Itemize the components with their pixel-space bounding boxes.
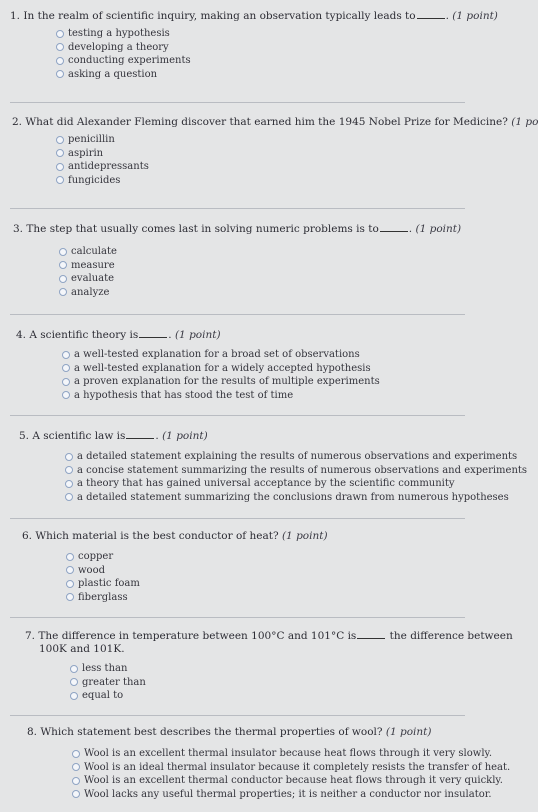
question-number: 1. [10,10,21,22]
question-4 [0,327,465,402]
divider [10,415,465,416]
points-label: (1 po [511,116,538,128]
radio-button[interactable] [66,566,74,574]
option-copper[interactable]: copper [66,550,465,564]
radio-button[interactable] [66,553,74,561]
divider [10,102,465,103]
radio-button[interactable] [65,480,73,488]
radio-button[interactable] [65,453,73,461]
points-label: (1 point) [385,726,432,738]
question-7-text-line2: 100K and 101K. [39,643,125,655]
option-asking-a-question[interactable]: asking a question [56,68,465,82]
option-theory-accepted-hypothesis[interactable]: a well-tested explanation for a widely accepted hypothesis [62,362,465,376]
option-law-detailed-explaining[interactable]: a detailed statement explaining the results of numerous observations and experiments [65,450,465,464]
option-testing-a-hypothesis[interactable]: testing a hypothesis [56,27,465,41]
question-number: 5. [19,430,30,442]
points-label: (1 point) [174,329,221,341]
radio-button[interactable] [66,580,74,588]
radio-button[interactable] [56,136,64,144]
option-fungicides[interactable]: fungicides [56,174,465,188]
options-list [13,245,465,299]
radio-button[interactable] [56,176,64,184]
points-label: (1 point) [415,223,462,235]
radio-button[interactable] [72,790,80,798]
radio-button[interactable] [72,750,80,758]
option-law-numerous-hypotheses[interactable]: a detailed statement summarizing the conclusions drawn from numerous hypotheses [65,491,465,505]
answer-blank [126,428,154,439]
divider [10,518,465,519]
options-list [27,747,511,801]
question-6 [0,530,465,604]
radio-button[interactable] [59,288,67,296]
option-wool-excellent-conductor[interactable]: Wool is an excellent thermal conductor because heat flows through it very quickly. [72,774,465,788]
radio-button[interactable] [72,777,80,785]
question-number: 8. [27,726,38,738]
radio-button[interactable] [62,364,70,372]
question-2 [0,116,538,187]
radio-button[interactable] [56,43,64,51]
options-list [19,450,528,504]
radio-button[interactable] [62,378,70,386]
option-fiberglass[interactable]: fiberglass [66,591,465,605]
question-8-text: 8. Which statement best describes the thermal properties of wool? (1 point) [27,726,432,738]
points-label: (1 point) [162,430,208,442]
radio-button[interactable] [56,30,64,38]
option-theory-hypothesis-stood-test[interactable]: a hypothesis that has stood the test of time [62,389,465,403]
question-5 [0,428,528,504]
option-evaluate[interactable]: evaluate [59,272,465,286]
answer-blank [357,628,385,639]
radio-button[interactable] [72,763,80,771]
options-list [12,133,465,187]
option-measure[interactable]: measure [59,259,465,273]
question-number: 6. [22,530,33,542]
option-wool-lacks-properties[interactable]: Wool lacks any useful thermal properties; it is neither a conductor nor insulator. [72,788,465,802]
option-aspirin[interactable]: aspirin [56,147,465,161]
radio-button[interactable] [59,275,67,283]
radio-button[interactable] [56,163,64,171]
radio-button[interactable] [70,678,78,686]
option-theory-proven-explanation[interactable]: a proven explanation for the results of multiple experiments [62,375,465,389]
options-list [10,27,465,81]
answer-blank [139,327,167,338]
option-law-universal-acceptance[interactable]: a theory that has gained universal acceptance by the scientific community [65,477,465,491]
answer-blank [417,8,445,19]
question-number: 4. [16,329,27,341]
question-number: 3. [13,223,24,235]
radio-button[interactable] [70,665,78,673]
option-wool-ideal-insulator[interactable]: Wool is an ideal thermal insulator because it completely resists the transfer of heat. [72,761,465,775]
question-5-text: 5. A scientific law is . (1 point) [19,430,208,442]
radio-button[interactable] [62,391,70,399]
option-wood[interactable]: wood [66,564,465,578]
option-law-concise-summarizing[interactable]: a concise statement summarizing the results of numerous observations and experiments [65,464,465,478]
radio-button[interactable] [56,57,64,65]
options-list [22,550,465,604]
radio-button[interactable] [65,466,73,474]
radio-button[interactable] [62,351,70,359]
question-number: 7. [25,630,36,642]
option-wool-excellent-insulator[interactable]: Wool is an excellent thermal insulator because heat flows through it very slowly. [72,747,465,761]
divider [10,715,465,716]
answer-blank [380,221,408,232]
option-penicillin[interactable]: penicillin [56,133,465,147]
divider [10,314,465,315]
question-4-text: 4. A scientific theory is . (1 point) [16,329,221,341]
question-7 [0,628,513,703]
option-calculate[interactable]: calculate [59,245,465,259]
question-3-text: 3. The step that usually comes last in solving numeric problems is to . (1 point) [13,223,462,235]
options-list [16,348,465,402]
radio-button[interactable] [66,593,74,601]
question-2-text: 2. What did Alexander Fleming discover that earned him the 1945 Nobel Prize for Medicine? (1 po [12,116,538,128]
option-antidepressants[interactable]: antidepressants [56,160,465,174]
radio-button[interactable] [56,70,64,78]
radio-button[interactable] [59,248,67,256]
option-plastic-foam[interactable]: plastic foam [66,577,465,591]
question-number: 2. [12,116,23,128]
option-theory-broad-observations[interactable]: a well-tested explanation for a broad set of observations [62,348,465,362]
option-less-than[interactable]: less than [70,662,465,676]
radio-button[interactable] [56,149,64,157]
radio-button[interactable] [65,493,73,501]
option-greater-than[interactable]: greater than [70,676,465,690]
divider [10,208,465,209]
options-list [25,662,465,703]
question-6-text: 6. Which material is the best conductor of heat? (1 point) [22,530,328,542]
divider [10,617,465,618]
radio-button[interactable] [59,261,67,269]
points-label: (1 point) [452,10,498,22]
option-developing-a-theory[interactable]: developing a theory [56,41,465,55]
question-8 [0,726,511,801]
question-1-text: 1. In the realm of scientific inquiry, making an observation typically leads to . (1 point) [10,10,498,22]
option-conducting-experiments[interactable]: conducting experiments [56,54,465,68]
question-3 [0,221,465,299]
option-analyze[interactable]: analyze [59,286,465,300]
points-label: (1 point) [281,530,328,542]
question-1 [0,8,498,81]
radio-button[interactable] [70,692,78,700]
question-7-text: 7. The difference in temperature between 100°C and 101°C is the difference between [25,630,513,642]
option-equal-to[interactable]: equal to [70,689,465,703]
